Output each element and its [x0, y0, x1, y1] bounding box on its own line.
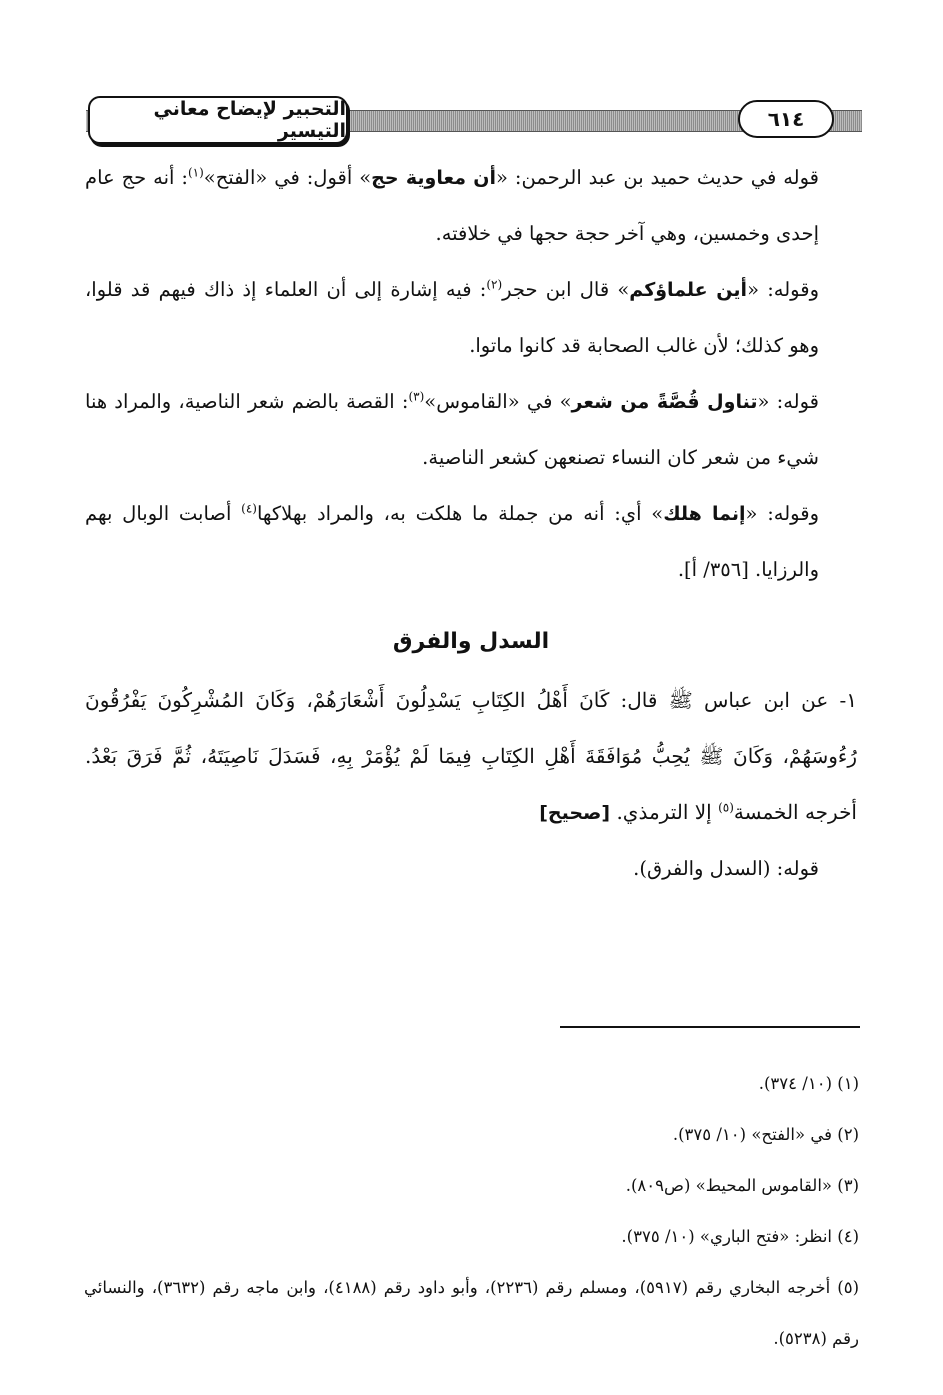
section-heading: السدل والفرق	[392, 629, 550, 654]
text-run: قوله في حديث حميد بن عبد الرحمن: «	[496, 166, 819, 189]
text-run: » أقول: في «الفتح»	[203, 166, 372, 189]
footnote-marker: (٣)	[408, 389, 425, 404]
footnote-marker: (٥)	[718, 800, 734, 815]
text-run: أصابت الوبال بهم والرزايا. [٣٥٦/ أ].	[85, 502, 819, 581]
commentary-paragraph	[85, 486, 857, 598]
text-run: وقوله: «	[745, 502, 819, 525]
text-run: » في «القاموس»	[424, 390, 572, 413]
footnote: (١) (١٠/ ٣٧٤).	[758, 1074, 859, 1093]
commentary-paragraph	[85, 150, 857, 262]
footnote-marker: (٢)	[486, 277, 503, 292]
page-header	[86, 96, 862, 146]
text-run: : القصة بالضم شعر الناصية، والمراد هنا شيء من شعر كان النساء تصنعهن كشعر الناصية.	[85, 390, 819, 469]
quoted-phrase: أين علماؤكم	[629, 279, 748, 301]
footnote-marker: (١)	[187, 165, 204, 180]
footnote-marker: (٤)	[241, 501, 257, 516]
text-run: إلا الترمذي.	[610, 800, 719, 824]
text-run: : فيه إشارة إلى أن العلماء إذ ذاك فيهم قد قلوا، وهو كذلك؛ لأن غالب الصحابة قد كانوا ماتوا.	[85, 278, 819, 357]
hadith-text	[85, 672, 857, 841]
quoted-phrase: [صحيح]	[539, 802, 611, 824]
commentary-paragraph	[85, 374, 857, 486]
text-run: قوله: «	[757, 390, 819, 413]
book-title: التحبير لإيضاح معاني التيسير	[88, 96, 348, 144]
commentary-closing-line: قوله: (السدل والفرق).	[633, 857, 819, 880]
footnote: (٥) أخرجه البخاري رقم (٥٩١٧)، ومسلم رقم (٢٢٣٦)، وأبو داود رقم (٤١٨٨)، وابن ماجه رقم (٣٦٣٢)، والنسائي رقم (٥٢٣٨).	[84, 1278, 859, 1348]
quoted-phrase: أن معاوية حج	[371, 167, 497, 189]
quoted-phrase: تناول قُصَّةً من شعر	[571, 391, 758, 413]
text-run: : أنه حج عام إحدى وخمسين، وهي آخر حجة حجها في خلافته.	[85, 166, 819, 245]
main-content	[85, 150, 857, 897]
text-run: ١- عن ابن عباس ﷺ قال: كَانَ أَهْلُ الكِتَابِ يَسْدِلُونَ أَشْعَارَهُمْ، وَكَانَ المُشْرِكُونَ يَفْرُقُونَ رُءُوسَهُمْ، وَكَانَ ﷺ يُحِبُّ مُوَافَقَةَ أَهْلِ الكِتَابِ فِيمَا لَمْ يُؤْمَرْ بِهِ، فَسَدَلَ نَاصِيَتَهُ، ثُمَّ فَرَقَ بَعْدُ. أخرجه الخمسة	[85, 688, 857, 824]
text-run: » أي: أنه من جملة ما هلكت به، والمراد بهلاكها	[256, 502, 664, 525]
footnote: (٣) «القاموس المحيط» (ص٨٠٩).	[625, 1176, 859, 1195]
footnote: (٢) في «الفتح» (١٠/ ٣٧٥).	[672, 1125, 859, 1144]
footnote-divider	[560, 1026, 860, 1028]
footnote: (٤) انظر: «فتح الباري» (١٠/ ٣٧٥).	[621, 1227, 859, 1246]
quoted-phrase: إنما هلك	[663, 503, 746, 525]
text-run: وقوله: «	[747, 278, 819, 301]
commentary-paragraph	[85, 262, 857, 374]
text-run: » قال ابن حجر	[502, 278, 630, 301]
page-number: ٦١٤	[738, 100, 834, 138]
footnotes	[84, 1058, 859, 1364]
